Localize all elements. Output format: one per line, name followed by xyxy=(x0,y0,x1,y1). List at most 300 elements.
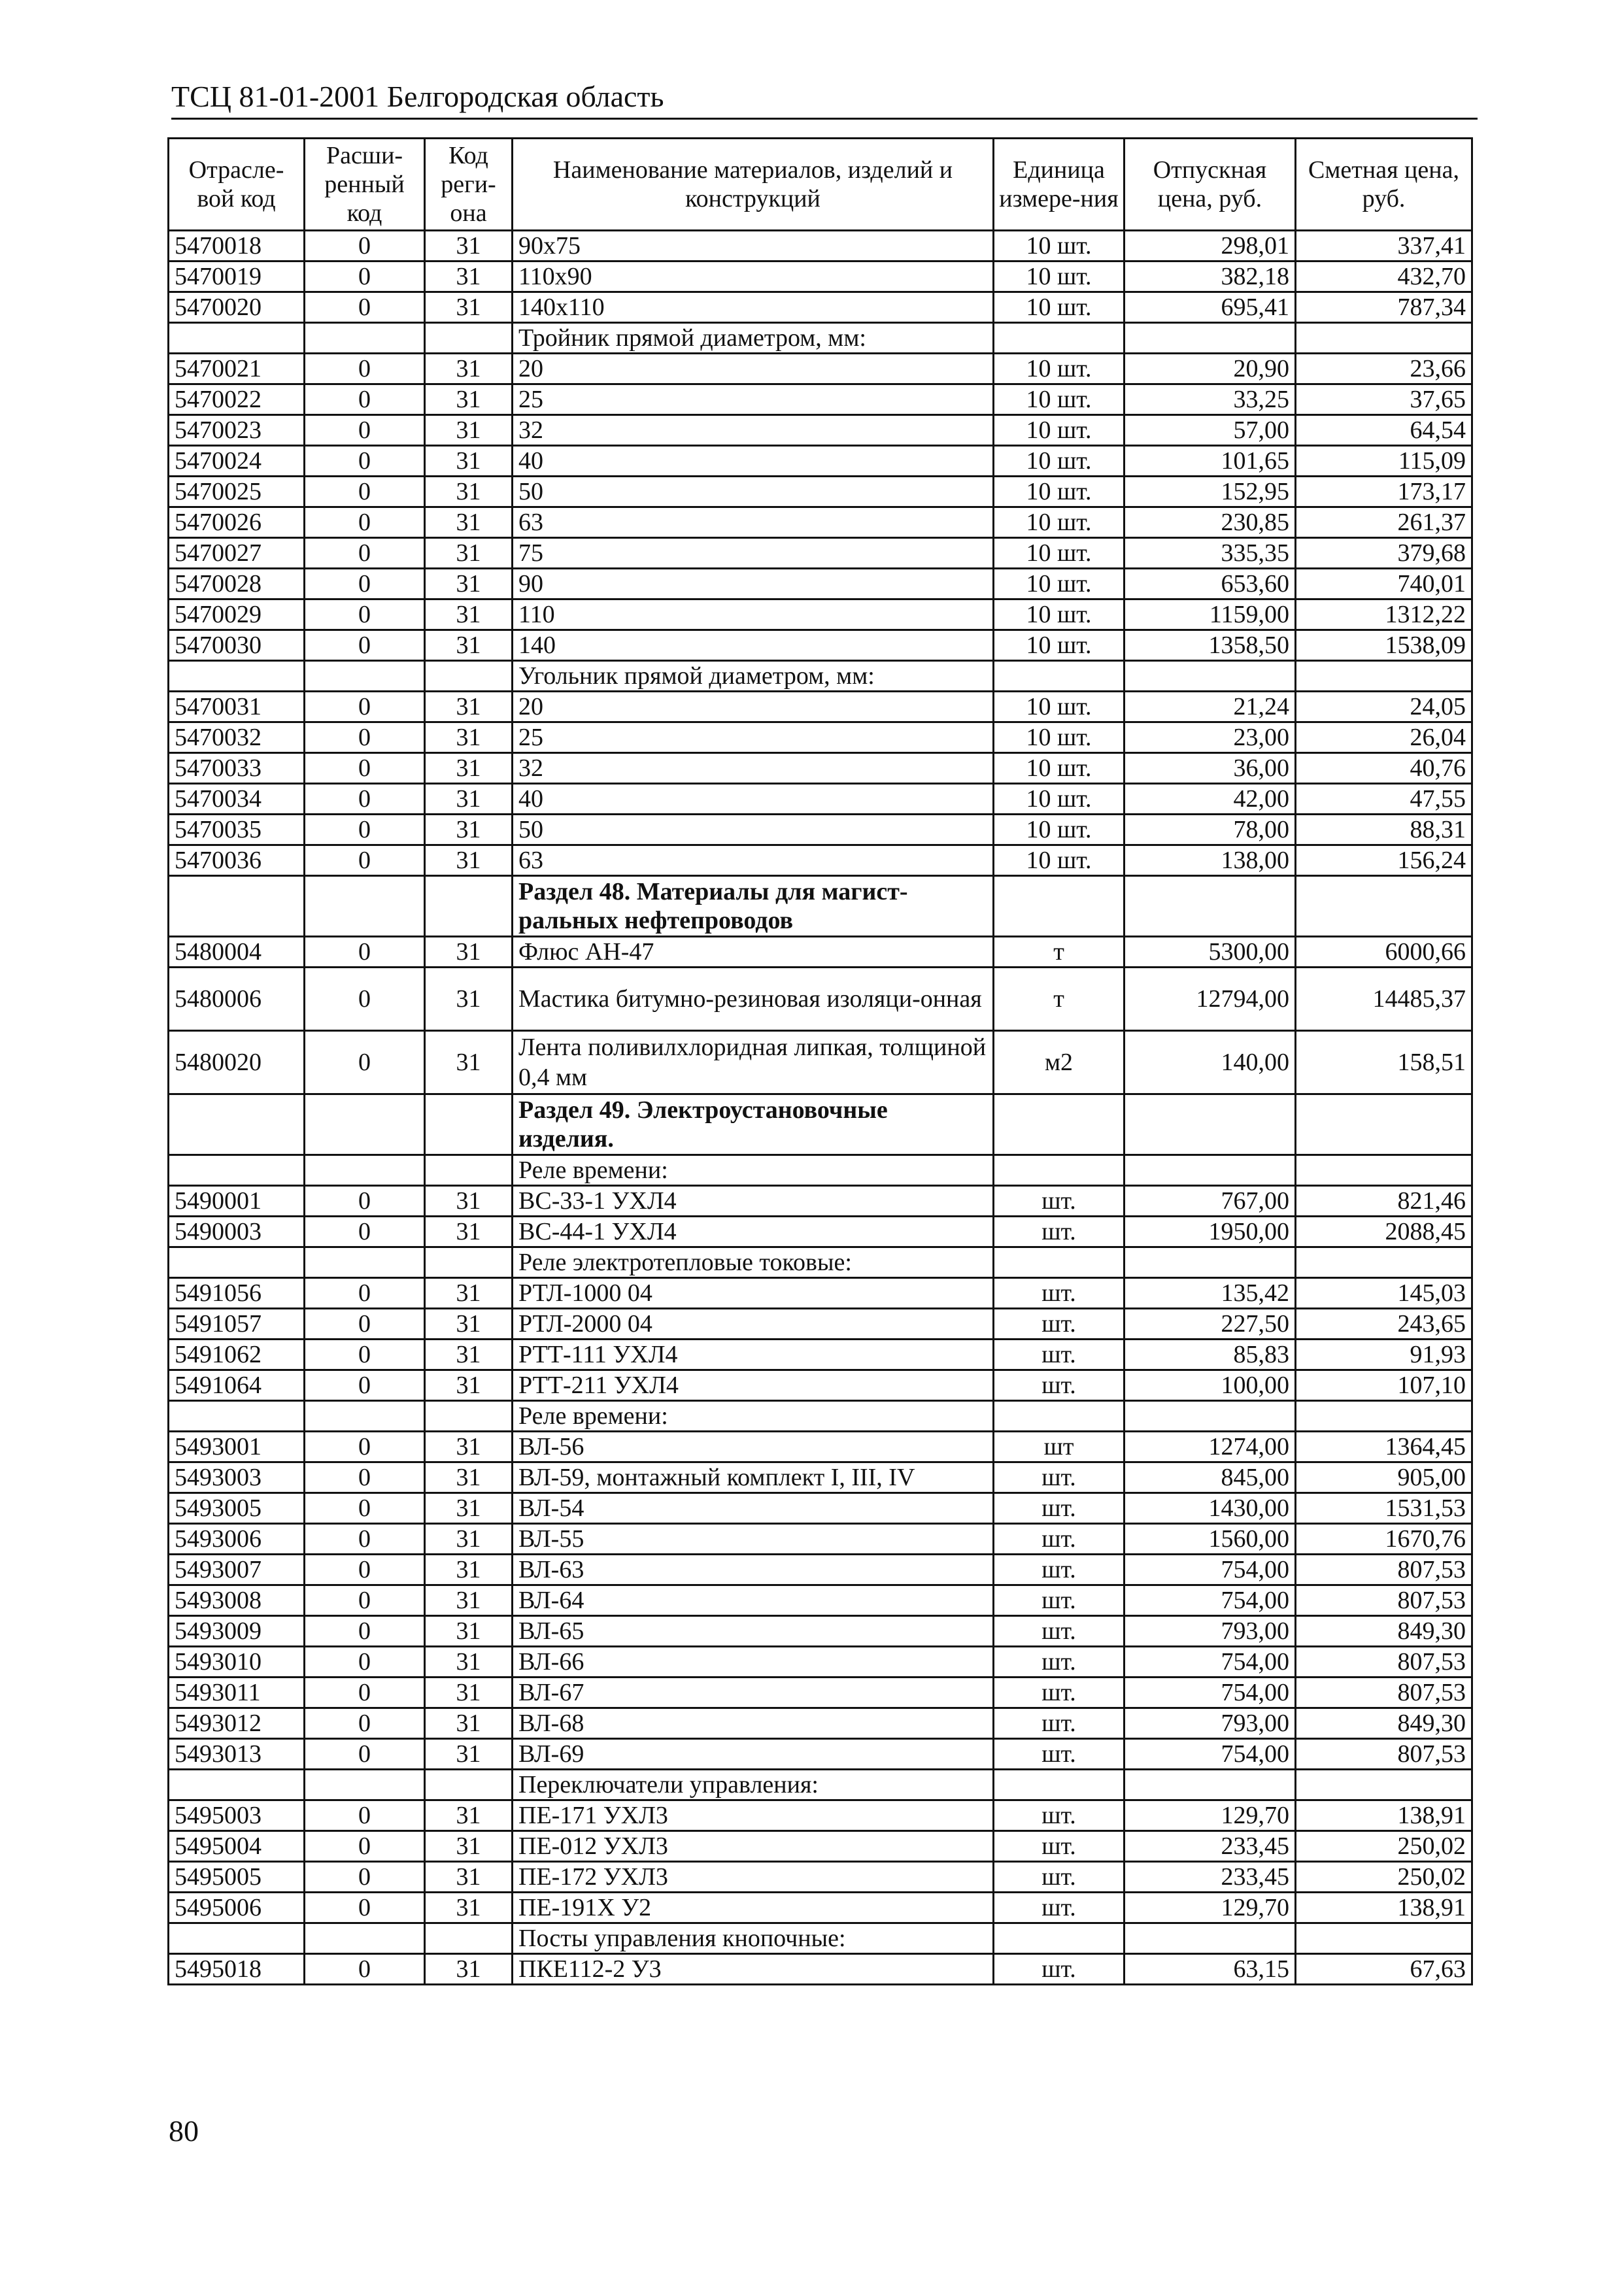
unit-cell: 10 шт. xyxy=(994,415,1125,446)
unit-cell: шт. xyxy=(994,1340,1125,1370)
material-name-cell: ВЛ-55 xyxy=(513,1524,994,1555)
table-row xyxy=(169,1708,1472,1739)
extended-code-cell: 0 xyxy=(305,1186,425,1217)
table-row xyxy=(169,1555,1472,1585)
unit-cell: шт. xyxy=(994,1708,1125,1739)
table-row xyxy=(169,692,1472,722)
release-price-cell: 227,50 xyxy=(1125,1309,1296,1340)
release-price-cell: 754,00 xyxy=(1125,1739,1296,1770)
empty-cell xyxy=(1125,1401,1296,1432)
release-price-cell: 1430,00 xyxy=(1125,1493,1296,1524)
table-row xyxy=(169,1678,1472,1708)
table-row xyxy=(169,415,1472,446)
table-row xyxy=(169,507,1472,538)
material-name-cell: Лента поливилхлоридная липкая, толщиной 0,4 мм xyxy=(513,1031,994,1094)
industry-code-cell: 5470035 xyxy=(169,815,305,845)
table-row xyxy=(169,1031,1472,1094)
material-name-cell: 40 xyxy=(513,446,994,477)
table-row xyxy=(169,630,1472,661)
subgroup-heading-row xyxy=(169,1401,1472,1432)
table-row xyxy=(169,231,1472,261)
industry-code-cell: 5470031 xyxy=(169,692,305,722)
extended-code-cell: 0 xyxy=(305,261,425,292)
unit-cell: 10 шт. xyxy=(994,845,1125,876)
subgroup-title: Реле времени: xyxy=(513,1155,994,1186)
empty-cell xyxy=(169,876,305,937)
industry-code-cell: 5470034 xyxy=(169,784,305,815)
subgroup-title: Реле времени: xyxy=(513,1401,994,1432)
estimate-price-cell: 67,63 xyxy=(1296,1954,1472,1985)
table-row xyxy=(169,1186,1472,1217)
region-code-cell: 31 xyxy=(425,1893,513,1923)
region-code-cell: 31 xyxy=(425,1862,513,1893)
table-row xyxy=(169,354,1472,384)
material-name-cell: ВЛ-68 xyxy=(513,1708,994,1739)
table-row xyxy=(169,845,1472,876)
unit-cell: 10 шт. xyxy=(994,753,1125,784)
material-name-cell: ВЛ-65 xyxy=(513,1616,994,1647)
extended-code-cell: 0 xyxy=(305,1031,425,1094)
region-code-cell: 31 xyxy=(425,1954,513,1985)
empty-cell xyxy=(1125,1155,1296,1186)
material-name-cell: ПКЕ112-2 У3 xyxy=(513,1954,994,1985)
unit-cell: 10 шт. xyxy=(994,722,1125,753)
empty-cell xyxy=(994,876,1125,937)
industry-code-cell: 5493001 xyxy=(169,1432,305,1462)
estimate-price-cell: 107,10 xyxy=(1296,1370,1472,1401)
empty-cell xyxy=(305,1401,425,1432)
release-price-cell: 793,00 xyxy=(1125,1616,1296,1647)
region-code-cell: 31 xyxy=(425,1708,513,1739)
extended-code-cell: 0 xyxy=(305,1800,425,1831)
industry-code-cell: 5495005 xyxy=(169,1862,305,1893)
extended-code-cell: 0 xyxy=(305,231,425,261)
empty-cell xyxy=(994,1923,1125,1954)
empty-cell xyxy=(994,661,1125,692)
unit-cell: т xyxy=(994,937,1125,968)
industry-code-cell: 5470036 xyxy=(169,845,305,876)
material-name-cell: 63 xyxy=(513,507,994,538)
table-row xyxy=(169,384,1472,415)
column-header-unit: Единица измере-ния xyxy=(994,139,1125,231)
release-price-cell: 5300,00 xyxy=(1125,937,1296,968)
industry-code-cell: 5493006 xyxy=(169,1524,305,1555)
industry-code-cell: 5470033 xyxy=(169,753,305,784)
empty-cell xyxy=(994,1247,1125,1278)
release-price-cell: 152,95 xyxy=(1125,477,1296,507)
empty-cell xyxy=(1125,1923,1296,1954)
estimate-price-cell: 807,53 xyxy=(1296,1585,1472,1616)
unit-cell: шт. xyxy=(994,1370,1125,1401)
region-code-cell: 31 xyxy=(425,292,513,323)
industry-code-cell: 5470028 xyxy=(169,569,305,599)
subgroup-heading-row xyxy=(169,1247,1472,1278)
industry-code-cell: 5470030 xyxy=(169,630,305,661)
industry-code-cell: 5495006 xyxy=(169,1893,305,1923)
industry-code-cell: 5480020 xyxy=(169,1031,305,1094)
empty-cell xyxy=(1296,876,1472,937)
empty-cell xyxy=(305,1923,425,1954)
empty-cell xyxy=(1296,1923,1472,1954)
empty-cell xyxy=(425,1094,513,1155)
region-code-cell: 31 xyxy=(425,1031,513,1094)
unit-cell: 10 шт. xyxy=(994,784,1125,815)
release-price-cell: 1950,00 xyxy=(1125,1217,1296,1247)
unit-cell: 10 шт. xyxy=(994,815,1125,845)
estimate-price-cell: 849,30 xyxy=(1296,1616,1472,1647)
region-code-cell: 31 xyxy=(425,1309,513,1340)
material-name-cell: 50 xyxy=(513,815,994,845)
extended-code-cell: 0 xyxy=(305,1893,425,1923)
table-row xyxy=(169,1647,1472,1678)
subgroup-heading-row xyxy=(169,661,1472,692)
release-price-cell: 767,00 xyxy=(1125,1186,1296,1217)
region-code-cell: 31 xyxy=(425,538,513,569)
unit-cell: шт. xyxy=(994,1309,1125,1340)
table-row xyxy=(169,937,1472,968)
estimate-price-cell: 849,30 xyxy=(1296,1708,1472,1739)
table-row xyxy=(169,1432,1472,1462)
release-price-cell: 129,70 xyxy=(1125,1800,1296,1831)
material-name-cell: 63 xyxy=(513,845,994,876)
unit-cell: шт. xyxy=(994,1739,1125,1770)
table-row xyxy=(169,1831,1472,1862)
industry-code-cell: 5470029 xyxy=(169,599,305,630)
region-code-cell: 31 xyxy=(425,1493,513,1524)
unit-cell: шт. xyxy=(994,1862,1125,1893)
table-row xyxy=(169,1370,1472,1401)
table-row xyxy=(169,1278,1472,1309)
subgroup-heading-row xyxy=(169,1923,1472,1954)
estimate-price-cell: 807,53 xyxy=(1296,1647,1472,1678)
region-code-cell: 31 xyxy=(425,507,513,538)
unit-cell: шт xyxy=(994,1432,1125,1462)
table-row xyxy=(169,815,1472,845)
estimate-price-cell: 905,00 xyxy=(1296,1462,1472,1493)
region-code-cell: 31 xyxy=(425,231,513,261)
subgroup-heading-row xyxy=(169,1770,1472,1800)
table-row xyxy=(169,784,1472,815)
subgroup-heading-row xyxy=(169,1155,1472,1186)
empty-cell xyxy=(169,1247,305,1278)
empty-cell xyxy=(169,323,305,354)
extended-code-cell: 0 xyxy=(305,384,425,415)
estimate-price-cell: 787,34 xyxy=(1296,292,1472,323)
material-name-cell: 20 xyxy=(513,354,994,384)
unit-cell: шт. xyxy=(994,1647,1125,1678)
extended-code-cell: 0 xyxy=(305,1708,425,1739)
unit-cell: шт. xyxy=(994,1800,1125,1831)
table-row xyxy=(169,1893,1472,1923)
extended-code-cell: 0 xyxy=(305,1616,425,1647)
industry-code-cell: 5470025 xyxy=(169,477,305,507)
extended-code-cell: 0 xyxy=(305,815,425,845)
estimate-price-cell: 88,31 xyxy=(1296,815,1472,845)
empty-cell xyxy=(994,1094,1125,1155)
empty-cell xyxy=(425,323,513,354)
estimate-price-cell: 138,91 xyxy=(1296,1800,1472,1831)
table-row xyxy=(169,569,1472,599)
estimate-price-cell: 47,55 xyxy=(1296,784,1472,815)
industry-code-cell: 5495018 xyxy=(169,1954,305,1985)
table-header-row xyxy=(169,139,1472,231)
industry-code-cell: 5493013 xyxy=(169,1739,305,1770)
unit-cell: шт. xyxy=(994,1678,1125,1708)
estimate-price-cell: 1538,09 xyxy=(1296,630,1472,661)
region-code-cell: 31 xyxy=(425,845,513,876)
unit-cell: 10 шт. xyxy=(994,538,1125,569)
region-code-cell: 31 xyxy=(425,599,513,630)
extended-code-cell: 0 xyxy=(305,1340,425,1370)
material-name-cell: 50 xyxy=(513,477,994,507)
industry-code-cell: 5495003 xyxy=(169,1800,305,1831)
release-price-cell: 101,65 xyxy=(1125,446,1296,477)
unit-cell: шт. xyxy=(994,1524,1125,1555)
unit-cell: 10 шт. xyxy=(994,477,1125,507)
table-row xyxy=(169,261,1472,292)
subgroup-title: Тройник прямой диаметром, мм: xyxy=(513,323,994,354)
region-code-cell: 31 xyxy=(425,569,513,599)
extended-code-cell: 0 xyxy=(305,1862,425,1893)
empty-cell xyxy=(1125,876,1296,937)
release-price-cell: 754,00 xyxy=(1125,1678,1296,1708)
release-price-cell: 140,00 xyxy=(1125,1031,1296,1094)
subgroup-title: Угольник прямой диаметром, мм: xyxy=(513,661,994,692)
empty-cell xyxy=(1125,323,1296,354)
table-row xyxy=(169,753,1472,784)
region-code-cell: 31 xyxy=(425,1432,513,1462)
estimate-price-cell: 1312,22 xyxy=(1296,599,1472,630)
release-price-cell: 1358,50 xyxy=(1125,630,1296,661)
material-name-cell: ВЛ-54 xyxy=(513,1493,994,1524)
extended-code-cell: 0 xyxy=(305,1432,425,1462)
empty-cell xyxy=(425,1155,513,1186)
industry-code-cell: 5470023 xyxy=(169,415,305,446)
empty-cell xyxy=(169,1923,305,1954)
material-name-cell: ВЛ-63 xyxy=(513,1555,994,1585)
estimate-price-cell: 250,02 xyxy=(1296,1831,1472,1862)
extended-code-cell: 0 xyxy=(305,1524,425,1555)
material-name-cell: ВЛ-67 xyxy=(513,1678,994,1708)
extended-code-cell: 0 xyxy=(305,1647,425,1678)
empty-cell xyxy=(994,323,1125,354)
region-code-cell: 31 xyxy=(425,1831,513,1862)
industry-code-cell: 5490003 xyxy=(169,1217,305,1247)
column-header-industry-code: Отрасле-вой код xyxy=(169,139,305,231)
estimate-price-cell: 250,02 xyxy=(1296,1862,1472,1893)
estimate-price-cell: 2088,45 xyxy=(1296,1217,1472,1247)
extended-code-cell: 0 xyxy=(305,1585,425,1616)
material-name-cell: 90 xyxy=(513,569,994,599)
release-price-cell: 653,60 xyxy=(1125,569,1296,599)
unit-cell: 10 шт. xyxy=(994,630,1125,661)
unit-cell: шт. xyxy=(994,1585,1125,1616)
region-code-cell: 31 xyxy=(425,1186,513,1217)
material-name-cell: 40 xyxy=(513,784,994,815)
empty-cell xyxy=(994,1401,1125,1432)
unit-cell: шт. xyxy=(994,1954,1125,1985)
release-price-cell: 138,00 xyxy=(1125,845,1296,876)
region-code-cell: 31 xyxy=(425,1647,513,1678)
empty-cell xyxy=(994,1155,1125,1186)
empty-cell xyxy=(425,1923,513,1954)
industry-code-cell: 5493005 xyxy=(169,1493,305,1524)
extended-code-cell: 0 xyxy=(305,1278,425,1309)
material-name-cell: ПЕ-191Х У2 xyxy=(513,1893,994,1923)
release-price-cell: 1274,00 xyxy=(1125,1432,1296,1462)
subgroup-title: Посты управления кнопочные: xyxy=(513,1923,994,1954)
empty-cell xyxy=(169,1770,305,1800)
estimate-price-cell: 37,65 xyxy=(1296,384,1472,415)
release-price-cell: 12794,00 xyxy=(1125,968,1296,1031)
empty-cell xyxy=(305,323,425,354)
section-title: Раздел 48. Материалы для магист-ральных нефтепроводов xyxy=(513,876,994,937)
extended-code-cell: 0 xyxy=(305,1493,425,1524)
extended-code-cell: 0 xyxy=(305,1217,425,1247)
industry-code-cell: 5470027 xyxy=(169,538,305,569)
empty-cell xyxy=(305,661,425,692)
table-row xyxy=(169,1616,1472,1647)
extended-code-cell: 0 xyxy=(305,354,425,384)
table-row xyxy=(169,1493,1472,1524)
extended-code-cell: 0 xyxy=(305,1831,425,1862)
extended-code-cell: 0 xyxy=(305,1309,425,1340)
material-name-cell: РТЛ-2000 04 xyxy=(513,1309,994,1340)
region-code-cell: 31 xyxy=(425,815,513,845)
release-price-cell: 33,25 xyxy=(1125,384,1296,415)
column-header-extended-code: Расши-ренный код xyxy=(305,139,425,231)
section-heading-row xyxy=(169,876,1472,937)
region-code-cell: 31 xyxy=(425,968,513,1031)
material-name-cell: РТТ-211 УХЛ4 xyxy=(513,1370,994,1401)
extended-code-cell: 0 xyxy=(305,937,425,968)
estimate-price-cell: 337,41 xyxy=(1296,231,1472,261)
estimate-price-cell: 24,05 xyxy=(1296,692,1472,722)
empty-cell xyxy=(1125,661,1296,692)
estimate-price-cell: 379,68 xyxy=(1296,538,1472,569)
estimate-price-cell: 173,17 xyxy=(1296,477,1472,507)
unit-cell: 10 шт. xyxy=(994,261,1125,292)
industry-code-cell: 5493008 xyxy=(169,1585,305,1616)
extended-code-cell: 0 xyxy=(305,538,425,569)
table-row xyxy=(169,722,1472,753)
unit-cell: шт. xyxy=(994,1493,1125,1524)
section-heading-row xyxy=(169,1094,1472,1155)
extended-code-cell: 0 xyxy=(305,1555,425,1585)
release-price-cell: 129,70 xyxy=(1125,1893,1296,1923)
unit-cell: 10 шт. xyxy=(994,354,1125,384)
extended-code-cell: 0 xyxy=(305,477,425,507)
table-row xyxy=(169,1862,1472,1893)
table-row xyxy=(169,446,1472,477)
estimate-price-cell: 1531,53 xyxy=(1296,1493,1472,1524)
region-code-cell: 31 xyxy=(425,1739,513,1770)
table-body xyxy=(169,231,1472,1985)
industry-code-cell: 5470024 xyxy=(169,446,305,477)
page-header xyxy=(171,77,1478,120)
unit-cell: шт. xyxy=(994,1217,1125,1247)
region-code-cell: 31 xyxy=(425,415,513,446)
estimate-price-cell: 807,53 xyxy=(1296,1739,1472,1770)
table-row xyxy=(169,1309,1472,1340)
empty-cell xyxy=(425,661,513,692)
region-code-cell: 31 xyxy=(425,1462,513,1493)
page-footer xyxy=(169,2113,199,2150)
empty-cell xyxy=(1296,323,1472,354)
region-code-cell: 31 xyxy=(425,630,513,661)
empty-cell xyxy=(994,1770,1125,1800)
empty-cell xyxy=(305,876,425,937)
estimate-price-cell: 261,37 xyxy=(1296,507,1472,538)
extended-code-cell: 0 xyxy=(305,1739,425,1770)
unit-cell: 10 шт. xyxy=(994,599,1125,630)
empty-cell xyxy=(169,1401,305,1432)
region-code-cell: 31 xyxy=(425,1217,513,1247)
region-code-cell: 31 xyxy=(425,261,513,292)
table-row xyxy=(169,292,1472,323)
material-name-cell: ВЛ-69 xyxy=(513,1739,994,1770)
release-price-cell: 1159,00 xyxy=(1125,599,1296,630)
estimate-price-cell: 138,91 xyxy=(1296,1893,1472,1923)
extended-code-cell: 0 xyxy=(305,292,425,323)
industry-code-cell: 5493012 xyxy=(169,1708,305,1739)
region-code-cell: 31 xyxy=(425,446,513,477)
empty-cell xyxy=(1296,661,1472,692)
unit-cell: шт. xyxy=(994,1831,1125,1862)
estimate-price-cell: 432,70 xyxy=(1296,261,1472,292)
column-header-region-code: Код реги-она xyxy=(425,139,513,231)
material-name-cell: РТЛ-1000 04 xyxy=(513,1278,994,1309)
estimate-price-cell: 64,54 xyxy=(1296,415,1472,446)
release-price-cell: 21,24 xyxy=(1125,692,1296,722)
table-row xyxy=(169,1217,1472,1247)
extended-code-cell: 0 xyxy=(305,692,425,722)
table-row xyxy=(169,599,1472,630)
material-name-cell: 25 xyxy=(513,722,994,753)
release-price-cell: 233,45 xyxy=(1125,1831,1296,1862)
table-row xyxy=(169,477,1472,507)
material-name-cell: 25 xyxy=(513,384,994,415)
empty-cell xyxy=(1296,1094,1472,1155)
industry-code-cell: 5470019 xyxy=(169,261,305,292)
unit-cell: шт. xyxy=(994,1555,1125,1585)
subgroup-title: Переключатели управления: xyxy=(513,1770,994,1800)
table-row xyxy=(169,1340,1472,1370)
estimate-price-cell: 40,76 xyxy=(1296,753,1472,784)
empty-cell xyxy=(425,1247,513,1278)
material-name-cell: ВЛ-59, монтажный комплект I, III, IV xyxy=(513,1462,994,1493)
region-code-cell: 31 xyxy=(425,1524,513,1555)
empty-cell xyxy=(1125,1094,1296,1155)
material-name-cell: Мастика битумно-резиновая изоляци-онная xyxy=(513,968,994,1031)
estimate-price-cell: 115,09 xyxy=(1296,446,1472,477)
empty-cell xyxy=(169,661,305,692)
table-row xyxy=(169,538,1472,569)
release-price-cell: 754,00 xyxy=(1125,1647,1296,1678)
column-header-release-price: Отпускная цена, руб. xyxy=(1125,139,1296,231)
material-name-cell: 140х110 xyxy=(513,292,994,323)
column-header-name: Наименование материалов, изделий и конструкций xyxy=(513,139,994,231)
region-code-cell: 31 xyxy=(425,753,513,784)
estimate-price-cell: 807,53 xyxy=(1296,1555,1472,1585)
empty-cell xyxy=(305,1155,425,1186)
estimate-price-cell: 821,46 xyxy=(1296,1186,1472,1217)
release-price-cell: 382,18 xyxy=(1125,261,1296,292)
subgroup-heading-row xyxy=(169,323,1472,354)
estimate-price-cell: 14485,37 xyxy=(1296,968,1472,1031)
empty-cell xyxy=(425,1770,513,1800)
industry-code-cell: 5470022 xyxy=(169,384,305,415)
